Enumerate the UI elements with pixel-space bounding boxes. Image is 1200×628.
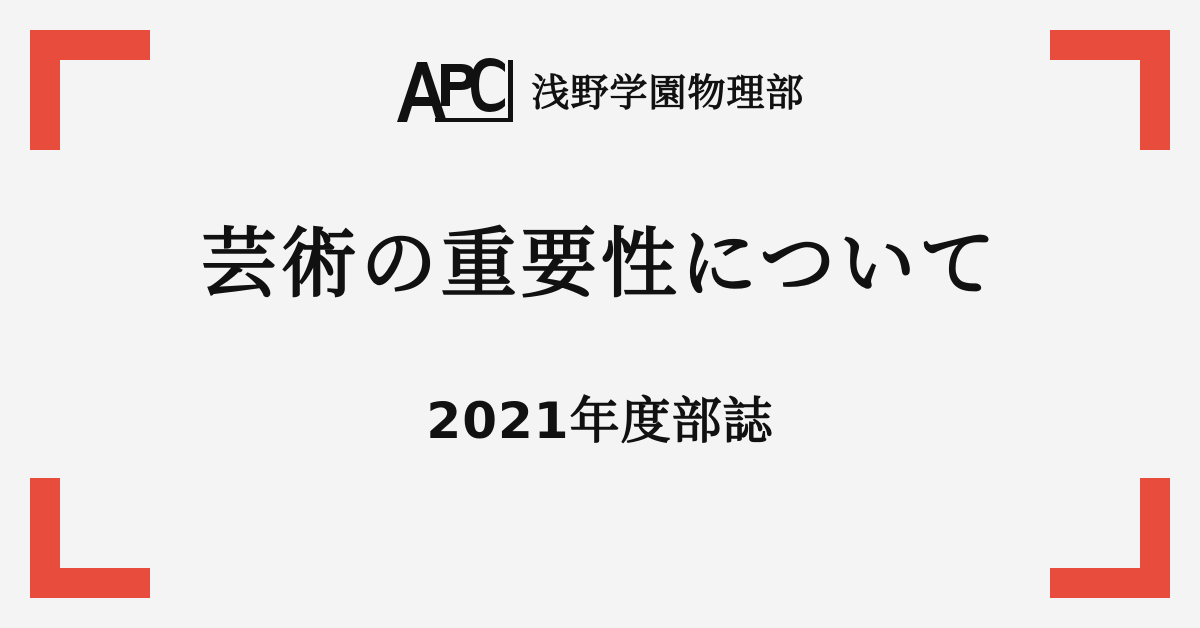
corner-bracket-bottom-left: [30, 478, 150, 598]
club-name: 浅野学園物理部: [531, 71, 805, 115]
corner-bracket-bottom-right: [1050, 478, 1170, 598]
brand-header: [0, 58, 1200, 128]
apc-logo-icon: [395, 58, 515, 128]
page-subtitle: 2021年度部誌: [426, 392, 774, 450]
page-title: 芸術の重要性について: [200, 219, 1000, 308]
